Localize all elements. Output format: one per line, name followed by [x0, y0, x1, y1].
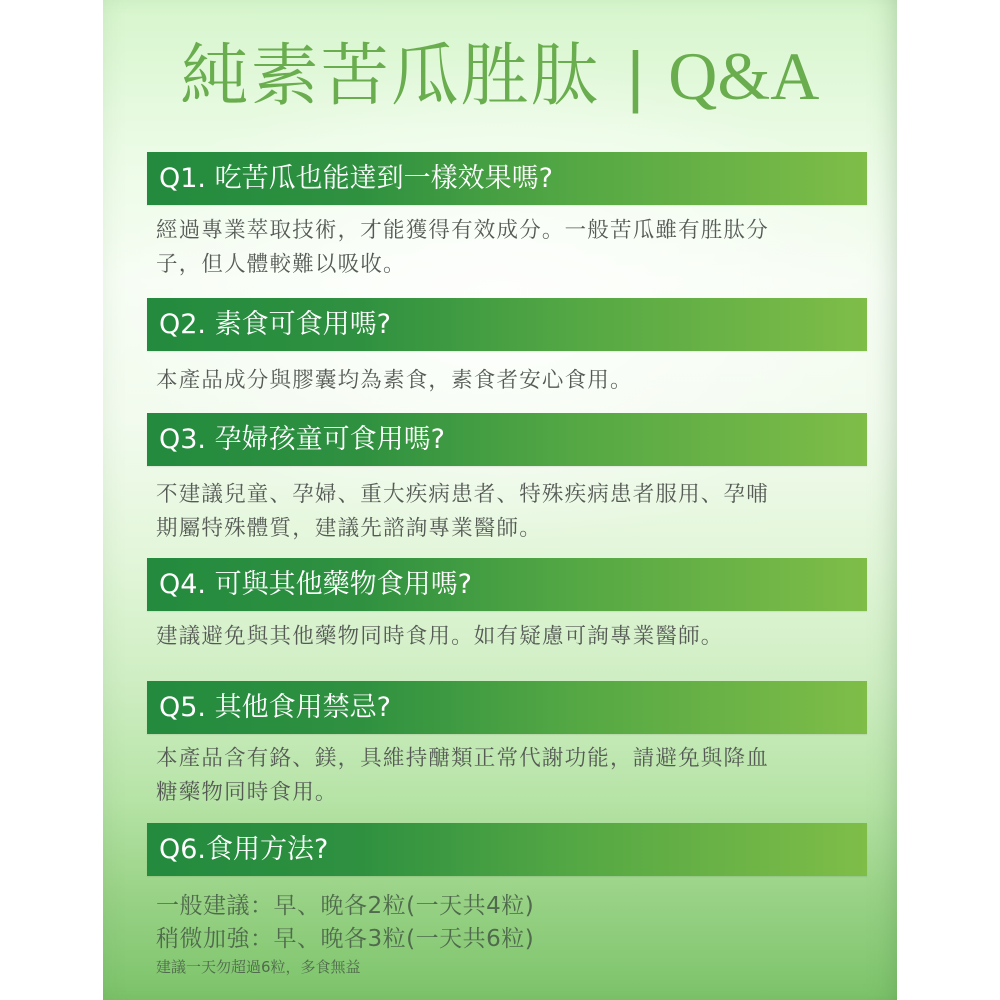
question-header-6: Q6.食用方法? [147, 823, 867, 876]
answer-line: 本產品成分與膠囊均為素食，素食者安心食用。 [156, 368, 633, 393]
answer-4 [156, 620, 876, 654]
answer-line: 本產品含有鉻、鎂，具維持醣類正常代謝功能，請避免與降血 [156, 746, 769, 771]
question-header-4: Q4. 可與其他藥物食用嗎? [147, 558, 867, 611]
answer-line: 子，但人體較難以吸收。 [156, 252, 406, 277]
usage-general: 一般建議：早、晚各2粒(一天共4粒) [156, 893, 535, 919]
answer-line: 經過專業萃取技術，才能獲得有效成分。一般苦瓜雖有胜肽分 [156, 218, 769, 243]
answer-6-usage [156, 890, 876, 978]
answer-line: 期屬特殊體質，建議先諮詢專業醫師。 [156, 516, 542, 541]
answer-line: 不建議兒童、孕婦、重大疾病患者、特殊疾病患者服用、孕哺 [156, 482, 769, 507]
question-header-2: Q2. 素食可食用嗎? [147, 298, 867, 351]
question-header-1: Q1. 吃苦瓜也能達到一樣效果嗎? [147, 152, 867, 205]
qa-label: Q&A [668, 38, 820, 114]
question-header-3: Q3. 孕婦孩童可食用嗎? [147, 413, 867, 466]
usage-enhanced: 稍微加強：早、晚各3粒(一天共6粒) [156, 926, 535, 952]
answer-line: 糖藥物同時食用。 [156, 780, 338, 805]
answer-5 [156, 742, 876, 810]
qa-panel [103, 0, 897, 1000]
question-header-5: Q5. 其他食用禁忌? [147, 681, 867, 734]
answer-line: 建議避免與其他藥物同時食用。如有疑慮可詢專業醫師。 [156, 624, 724, 649]
title-separator: | [626, 38, 647, 114]
page-title [103, 38, 897, 115]
answer-3 [156, 478, 876, 546]
usage-note: 建議一天勿超過6粒，多食無益 [156, 958, 361, 976]
answer-2 [156, 364, 876, 398]
answer-1 [156, 214, 876, 282]
product-name: 純素苦瓜胜肽 [180, 37, 601, 116]
